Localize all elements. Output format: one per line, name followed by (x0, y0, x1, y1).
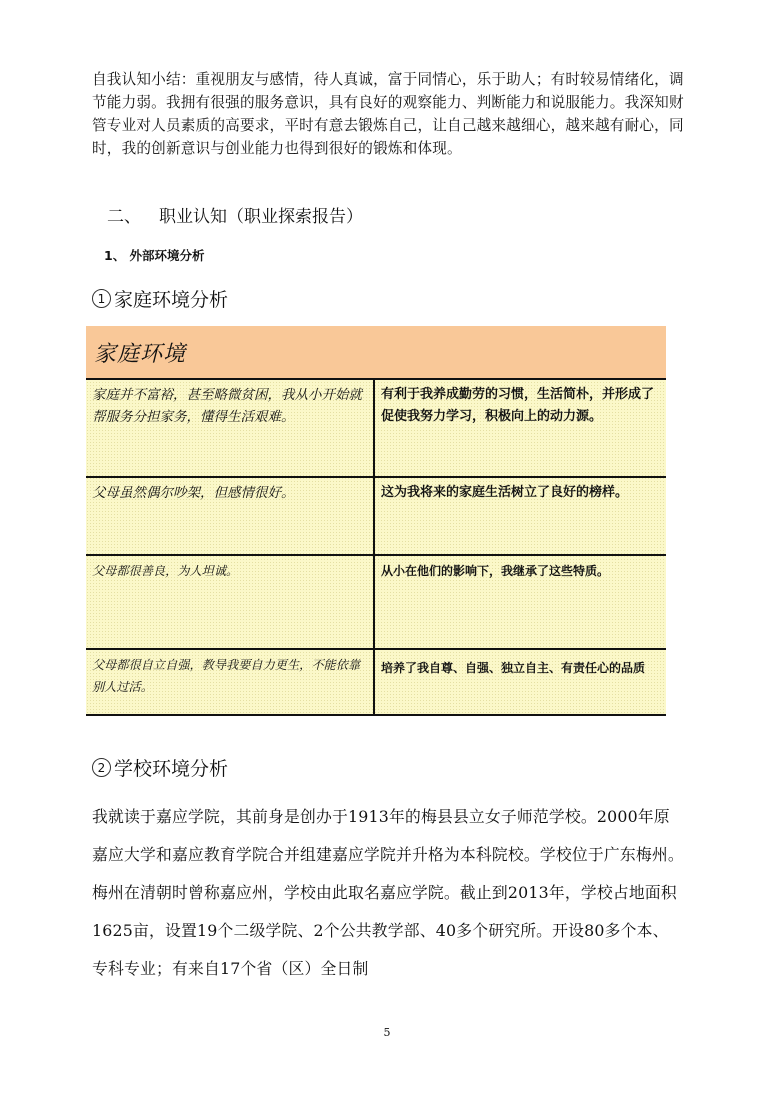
family-environment-table (86, 326, 666, 716)
circled-number-2: 2 (92, 758, 111, 777)
table-row (86, 554, 666, 648)
table-body (86, 378, 666, 716)
table-cell-cause: 家庭并不富裕，甚至略微贫困，我从小开始就帮服务分担家务，懂得生活艰难。 (86, 380, 375, 476)
circled-number-1: 1 (92, 289, 111, 308)
table-cell-cause: 父母都很自立自强，教导我要自力更生，不能依靠别人过活。 (86, 650, 375, 714)
table-cell-effect: 有利于我养成勤劳的习惯，生活简朴，并形成了促使我努力学习，积极向上的动力源。 (381, 387, 655, 424)
table-row (86, 648, 666, 716)
family-heading (92, 285, 228, 312)
table-row (86, 476, 666, 554)
section-heading (107, 202, 363, 227)
table-cell-effect: 从小在他们的影响下，我继承了这些特质。 (381, 564, 610, 578)
page-number: 5 (383, 1026, 391, 1039)
intro-paragraph: 自我认知小结：重视朋友与感情，待人真诚，富于同情心，乐于助人；有时较易情绪化，调节能力弱。我拥有很强的服务意识，具有良好的观察能力、判断能力和说服能力。我深知财管专业对人员素质的高要求，平时有意去锻炼自己，让自己越来越细心，越来越有耐心，同时，我的创新意识与创业能力也得到很好的锻炼和体现。 (92, 71, 684, 157)
subsection-heading: 1、 外部环境分析 (104, 248, 205, 263)
school-heading-text: 学校环境分析 (114, 758, 229, 780)
table-cell-cause: 父母虽然偶尔吵架，但感情很好。 (86, 478, 375, 554)
table-row (86, 378, 666, 476)
table-header: 家庭环境 (86, 326, 666, 378)
table-cell-effect: 这为我将来的家庭生活树立了良好的榜样。 (381, 485, 629, 500)
school-heading (92, 754, 228, 781)
table-cell-cause: 父母都很善良，为人坦诚。 (86, 556, 375, 648)
section-number: 二、 (107, 207, 141, 227)
school-paragraph: 我就读于嘉应学院，其前身是创办于1913年的梅县县立女子师范学校。2000年原嘉应大学和嘉应教育学院合并组建嘉应学院并升格为本科院校。学校位于广东梅州。梅州在清朝时曾称嘉应州，学校由此取名嘉应学院。截止到2013年，学校占地面积1625亩，设置19个二级学院、2个公共教学部、40多个研究所。开设80多个本、专科专业；有来自17个省（区）全日制 (92, 807, 684, 978)
table-cell-effect: 培养了我自尊、自强、独立自主、有责任心的品质 (381, 661, 646, 675)
section-title: 职业认知（职业探索报告） (159, 207, 363, 227)
family-heading-text: 家庭环境分析 (114, 289, 229, 311)
